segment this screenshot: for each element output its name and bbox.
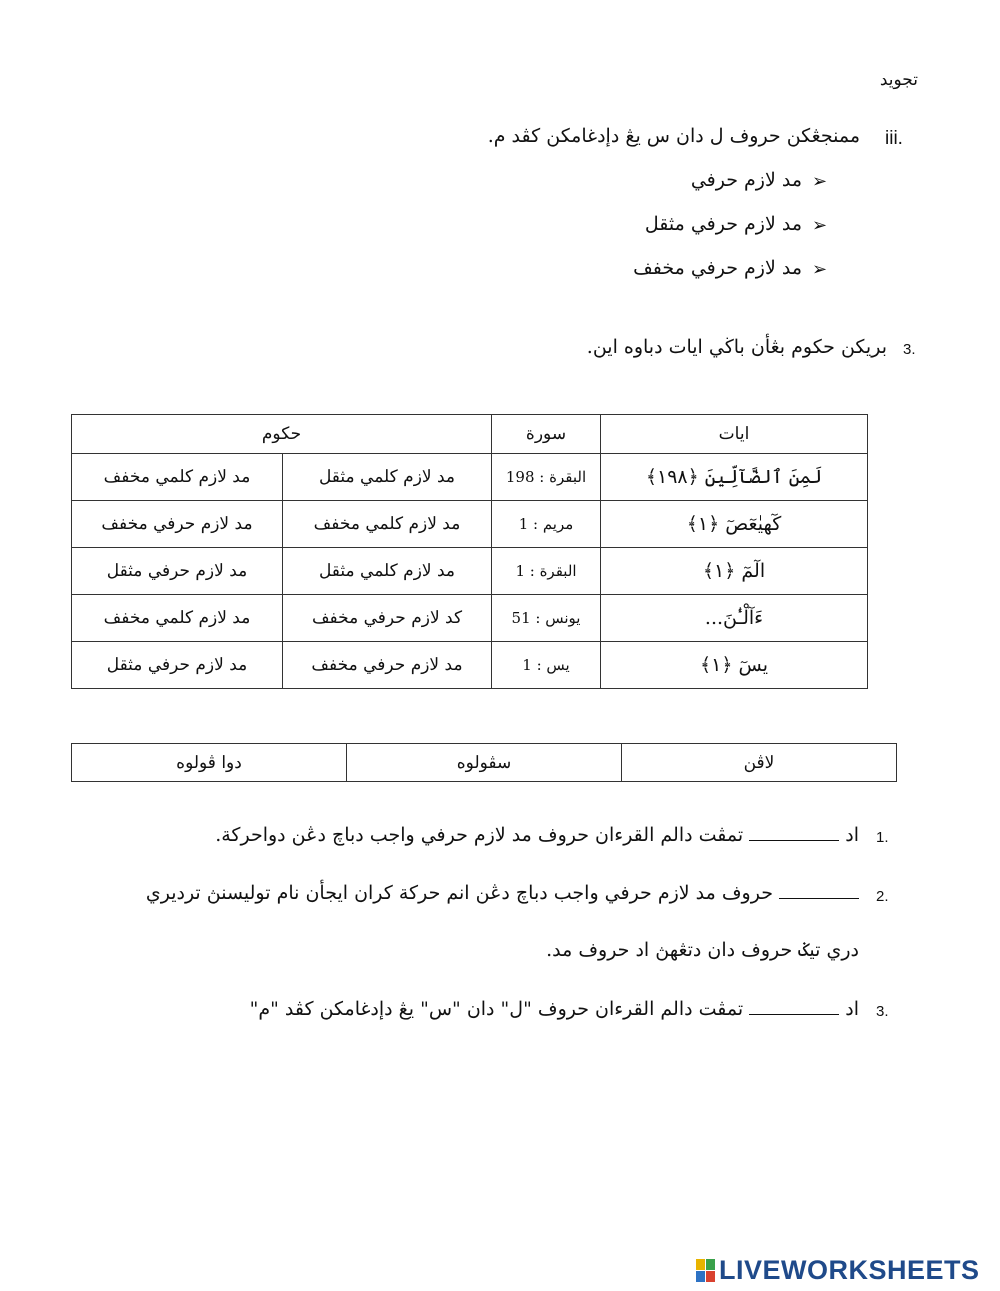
blank-prefix: اد xyxy=(845,824,859,846)
ayat-cell: يسٓ ﴿١﴾ xyxy=(601,642,868,689)
fill-blank-question xyxy=(215,824,859,846)
surah-cell: يس : 1 xyxy=(492,642,601,689)
blank-prefix: اد xyxy=(845,998,859,1020)
logo-text: LIVEWORKSHEETS xyxy=(719,1254,980,1285)
blank-suffix: تمڤت دالم القرءان حروف "ل" دان "س" يڠ دإدغامكن كڤد "م" xyxy=(249,998,744,1020)
word-option[interactable]: سڤولوه xyxy=(347,744,622,782)
hukum-option[interactable]: مد لازم كلمي مخفف xyxy=(72,595,283,642)
ayat-cell: ءَآلْـٰٔنَ... xyxy=(601,595,868,642)
question-text-continued: دري تيݢ حروف دان دتڠهڽ اد حروف مد. xyxy=(546,939,859,961)
table-row xyxy=(72,454,868,501)
blank-suffix: حروف مد لازم حرفي واجب دباچ دڠن انم حركة كران ايجأن نام توليسنڽ ترديري xyxy=(145,882,773,904)
header-surah: سورة xyxy=(492,415,601,454)
arrow-icon: ➢ xyxy=(812,259,828,280)
bullet-item: مد لازم حرفي مخفف xyxy=(633,257,802,279)
hukum-option[interactable]: مد لازم كلمي مثقل xyxy=(283,548,492,595)
ayat-cell: لَمِنَ ٱلضَّآلِّينَ ﴿١٩٨﴾ xyxy=(601,454,868,501)
word-option[interactable]: لاڤن xyxy=(622,744,897,782)
item-marker: iii. xyxy=(885,128,903,149)
arrow-icon: ➢ xyxy=(812,215,828,236)
bullet-item: مد لازم حرفي xyxy=(690,169,802,191)
ayat-cell: كٓهيٰعٓصٓ ﴿١﴾ xyxy=(601,501,868,548)
surah-cell: مريم : 1 xyxy=(492,501,601,548)
question-text: بريكن حكوم بڠأن باڬي ايات دباوه اين. xyxy=(586,336,887,358)
surah-cell: البقرة : 198 xyxy=(492,454,601,501)
liveworksheets-logo xyxy=(696,1256,980,1284)
hukum-option[interactable]: مد لازم حرفي مخفف xyxy=(72,501,283,548)
ayat-cell: الٓمٓ ﴿١﴾ xyxy=(601,548,868,595)
hukum-option[interactable]: مد لازم كلمي مخفف xyxy=(283,501,492,548)
question-number: 2. xyxy=(876,888,889,905)
bullet-item: مد لازم حرفي مثقل xyxy=(644,213,802,235)
hukum-option[interactable]: مد لازم حرفي مثقل xyxy=(72,548,283,595)
blank-suffix: تمڤت دالم القرءان حروف مد لازم حرفي واجب دباچ دڠن دواحركة. xyxy=(215,824,744,846)
header-ayat: ايات xyxy=(601,415,868,454)
item-iii-text: ممنجڠكن حروف ل دان س يڠ دإدغامكن كڤد م. xyxy=(487,125,860,147)
answer-blank[interactable] xyxy=(749,1000,839,1015)
fill-blank-question xyxy=(146,882,859,904)
hukum-option[interactable]: مد لازم حرفي مخفف xyxy=(283,642,492,689)
table-row xyxy=(72,501,868,548)
table-row xyxy=(72,548,868,595)
hukum-table xyxy=(71,414,868,689)
answer-blank[interactable] xyxy=(779,884,859,899)
hukum-option[interactable]: مد لازم حرفي مثقل xyxy=(72,642,283,689)
hukum-option[interactable]: مد لازم كلمي مثقل xyxy=(283,454,492,501)
fill-blank-question xyxy=(250,998,859,1020)
surah-cell: البقرة : 1 xyxy=(492,548,601,595)
surah-cell: يونس : 51 xyxy=(492,595,601,642)
hukum-option[interactable]: مد لازم كلمي مخفف xyxy=(72,454,283,501)
question-number: 3. xyxy=(903,341,916,358)
header-hukum: حكوم xyxy=(72,415,492,454)
word-option[interactable]: دوا ڤولوه xyxy=(72,744,347,782)
word-bank xyxy=(71,743,897,782)
table-row xyxy=(72,642,868,689)
table-row xyxy=(72,595,868,642)
answer-blank[interactable] xyxy=(749,826,839,841)
hukum-option[interactable]: كد لازم حرفي مخفف xyxy=(283,595,492,642)
subject-title: تجويد xyxy=(879,70,918,90)
arrow-icon: ➢ xyxy=(812,171,828,192)
question-number: 3. xyxy=(876,1003,889,1020)
logo-icon xyxy=(696,1259,715,1282)
question-number: 1. xyxy=(876,829,889,846)
